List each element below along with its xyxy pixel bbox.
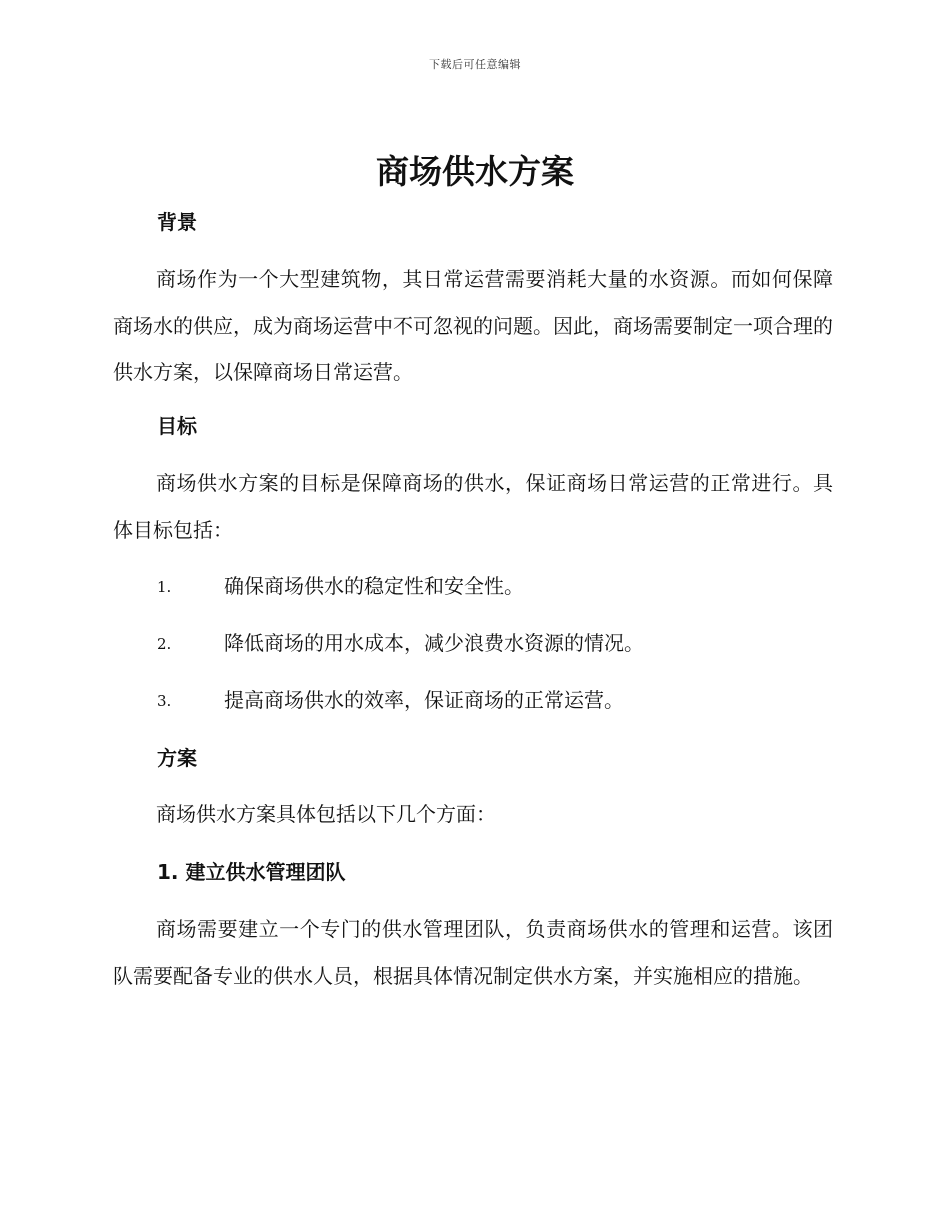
subsection-heading-team: 1. 建立供水管理团队 <box>157 860 346 884</box>
list-text: 提高商场供水的效率，保证商场的正常运营。 <box>224 688 624 712</box>
background-paragraph: 商场作为一个大型建筑物，其日常运营需要消耗大量的水资源。而如何保障商场水的供应，成为商场运营中不可忽视的问题。因此，商场需要制定一项合理的供水方案，以保障商场日常运营。 <box>113 267 833 384</box>
document-title: 商场供水方案 <box>376 152 574 191</box>
plan-paragraph-block <box>113 791 833 838</box>
goal-paragraph: 商场供水方案的目标是保障商场的供水，保证商场日常运营的正常进行。具体目标包括： <box>113 471 833 542</box>
section-heading-background: 背景 <box>157 210 197 234</box>
list-text: 降低商场的用水成本，减少浪费水资源的情况。 <box>224 631 644 655</box>
team-paragraph: 商场需要建立一个专门的供水管理团队，负责商场供水的管理和运营。该团队需要配备专业的供水人员，根据具体情况制定供水方案，并实施相应的措施。 <box>113 917 833 988</box>
section-heading-goal: 目标 <box>157 414 197 438</box>
list-text: 确保商场供水的稳定性和安全性。 <box>224 574 524 598</box>
section-heading-plan: 方案 <box>157 746 197 770</box>
header-note: 下载后可任意编辑 <box>429 58 521 71</box>
goal-list-item <box>157 686 837 715</box>
list-number: 2. <box>157 635 172 653</box>
goal-paragraph-block <box>113 460 833 553</box>
goal-list-item <box>157 572 837 601</box>
goal-list-item <box>157 629 837 658</box>
list-number: 1. <box>157 578 172 596</box>
list-number: 3. <box>157 692 172 710</box>
team-paragraph-block <box>113 906 833 999</box>
background-paragraph-block <box>113 256 833 396</box>
plan-paragraph: 商场供水方案具体包括以下几个方面： <box>156 802 496 826</box>
